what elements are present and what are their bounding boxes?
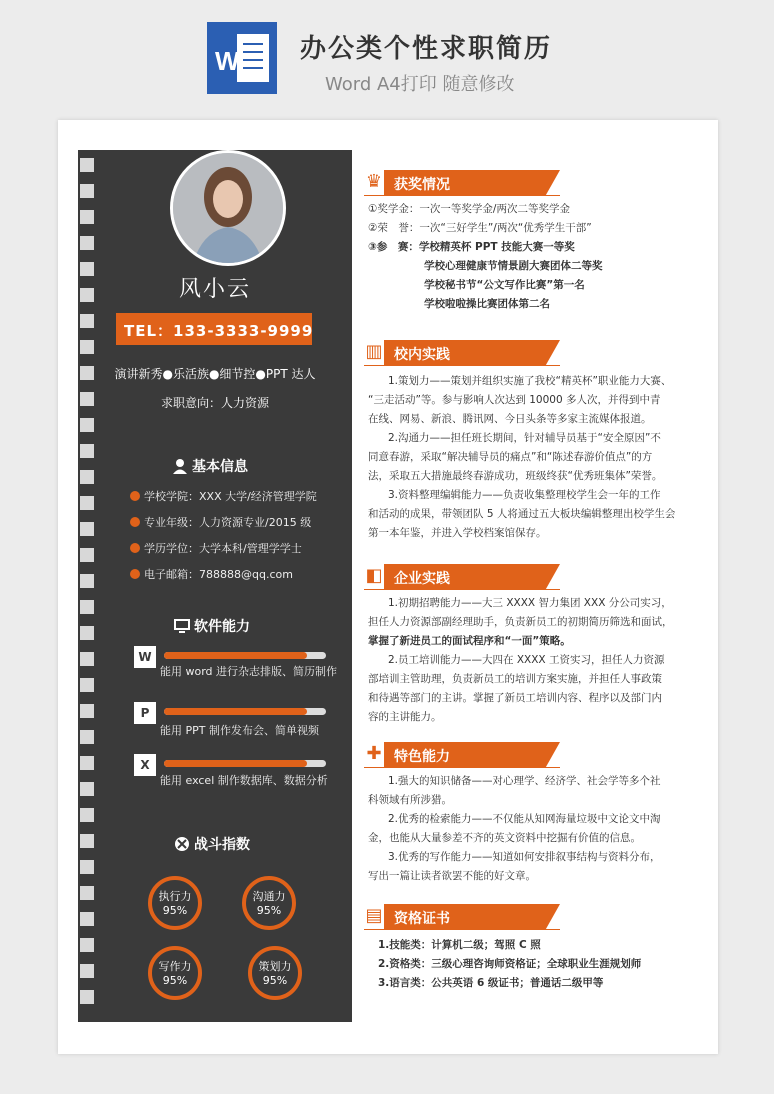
add-user-icon: ✚	[366, 743, 382, 764]
avatar	[170, 150, 286, 266]
basic-info-heading: 基本信息	[172, 456, 248, 476]
film-hole	[80, 574, 94, 588]
excel-icon: X	[134, 754, 156, 776]
presenter-icon: ◧	[365, 565, 383, 586]
section-certificates: ▤ 资格证书	[364, 904, 560, 929]
resume-paper	[58, 120, 718, 1054]
section-divider	[364, 365, 560, 366]
section-awards: ♛ 获奖情况	[364, 170, 560, 195]
info-school: 学校学院：XXX 大学/经济管理学院	[130, 488, 317, 504]
film-hole	[80, 912, 94, 926]
word-logo-icon	[207, 22, 277, 94]
tools-icon	[174, 836, 190, 852]
combat-ring: 写作力 95%	[148, 946, 202, 1000]
film-hole	[80, 756, 94, 770]
film-hole	[80, 522, 94, 536]
section-work: ◧ 企业实践	[364, 564, 560, 589]
film-hole	[80, 652, 94, 666]
info-major: 专业年级：人力资源专业/2015 级	[130, 514, 311, 530]
info-degree: 学历学位：大学本科/管理学学士	[130, 540, 302, 556]
film-hole	[80, 782, 94, 796]
personal-tags: 演讲新秀●乐活族●细节控●PPT 达人	[114, 367, 316, 381]
page-subtitle: Word A4打印 随意修改	[325, 74, 515, 95]
monitor-icon	[174, 618, 190, 634]
film-hole	[80, 730, 94, 744]
candidate-name: 风小云	[178, 277, 251, 302]
film-hole	[80, 158, 94, 172]
film-hole	[80, 808, 94, 822]
combat-ring: 执行力 95%	[148, 876, 202, 930]
film-hole	[80, 210, 94, 224]
film-hole	[80, 600, 94, 614]
sidebar	[78, 150, 352, 1022]
film-hole	[80, 886, 94, 900]
section-divider	[364, 929, 560, 930]
software-heading: 软件能力	[174, 616, 250, 636]
job-intent: 求职意向：人力资源	[160, 396, 269, 410]
svg-text:W: W	[215, 46, 240, 76]
word-icon: W	[134, 646, 156, 668]
film-hole	[80, 496, 94, 510]
film-hole	[80, 834, 94, 848]
certificates-text: 1.技能类：计算机二级；驾照 C 照 2.资格类：三级心理咨询师资格证；全球职业生涯规划师 3.语言类：公共英语 6 级证书；普通话二级甲等	[378, 939, 642, 989]
film-hole	[80, 990, 94, 1004]
skill-bar-word	[164, 652, 326, 659]
combat-ring: 沟通力 95%	[242, 876, 296, 930]
person-icon	[172, 458, 188, 474]
film-hole	[80, 418, 94, 432]
film-hole	[80, 340, 94, 354]
page-header	[0, 0, 774, 118]
film-hole	[80, 444, 94, 458]
skill-desc-excel: 能用 excel 制作数据库、数据分析	[160, 774, 328, 787]
film-hole	[80, 678, 94, 692]
film-hole	[80, 470, 94, 484]
film-hole	[80, 184, 94, 198]
skill-bar-excel	[164, 760, 326, 767]
awards-text: ①奖学金：一次一等奖学金/两次二等奖学金 ②荣 誉：一次“三好学生”/两次“优秀学生干部” ③参 赛：学校精英杯 PPT 技能大赛一等奖 学校心理健康节情景剧大赛团体二等奖 学校秘书节“公文写作比赛”第一名 学校啦啦操比赛团体第二名	[368, 203, 603, 310]
skill-desc-word: 能用 word 进行杂志排版、简历制作	[160, 665, 338, 678]
film-hole	[80, 314, 94, 328]
section-special: ✚ 特色能力	[364, 742, 560, 767]
phone-number: TEL：133-3333-9999	[124, 322, 314, 340]
work-text: 1.初期招聘能力——大三 XXXX 智力集团 XXX 分公司实习， 担任人力资源部副经理助手，负责新员工的初期简历筛选和面试， 掌握了新进员工的面试程序和“一面”策略。 2.员工培训能力——大四在 XXXX 工资实习，担任人力资源 部培训主管助理，负责新员工的培训方案实施，并担任人事政策 和待遇等部门的主讲。掌握了新员工培训内容、程序以及部门内 容的主讲能力。	[368, 597, 673, 723]
film-hole	[80, 964, 94, 978]
combat-heading: 战斗指数	[174, 834, 250, 854]
section-divider	[364, 195, 560, 196]
special-text: 1.强大的知识储备——对心理学、经济学、社会学等多个社 科领域有所涉猎。 2.优秀的检索能力——不仅能从知网海量垃圾中文论文中淘 金，也能从大量参差不齐的英文资料中挖掘有价值的信息。 3.优秀的写作能力——知道如何安排叙事结构与资料分布， 写出一篇让读者欲罢不能的好文章。	[368, 775, 661, 882]
campus-text: 1.策划力——策划并组织实施了我校“精英杯”职业能力大赛、 “三走活动”等。参与影响人次达到 10000 多人次，并得到中青 在线、网易、新浪、腾讯网、今日头条等多家主流媒体报道。 2.沟通力——担任班长期间，针对辅导员基于“安全原因”不 同意春游，采取“解决辅导员的痛点”和“陈述春游价值点”的方 法，采取五大措施最终春游成功，班级终获“优秀班集体”荣誉。 3.资料整理编辑能力——负责收集整理校学生会一年的工作 和活动的成果，带领团队 5 人将通过五大板块编辑整理出校学生会 第一本年鉴，并进入学校档案馆保存。	[368, 375, 676, 539]
film-hole	[80, 860, 94, 874]
combat-ring: 策划力 95%	[248, 946, 302, 1000]
powerpoint-icon: P	[134, 702, 156, 724]
trophy-icon: ♛	[365, 171, 383, 192]
film-hole	[80, 704, 94, 718]
section-divider	[364, 767, 560, 768]
skill-bar-ppt	[164, 708, 326, 715]
film-hole	[80, 626, 94, 640]
film-hole	[80, 236, 94, 250]
section-campus: ▥ 校内实践	[364, 340, 560, 365]
section-divider	[364, 589, 560, 590]
film-hole	[80, 548, 94, 562]
certificate-icon: ▤	[365, 905, 383, 926]
info-email: 电子邮箱：788888@qq.com	[130, 566, 293, 582]
skill-desc-ppt: 能用 PPT 制作发布会、简单视频	[160, 724, 319, 737]
page-title: 办公类个性求职简历	[300, 34, 553, 64]
building-icon: ▥	[365, 341, 383, 362]
film-hole	[80, 938, 94, 952]
